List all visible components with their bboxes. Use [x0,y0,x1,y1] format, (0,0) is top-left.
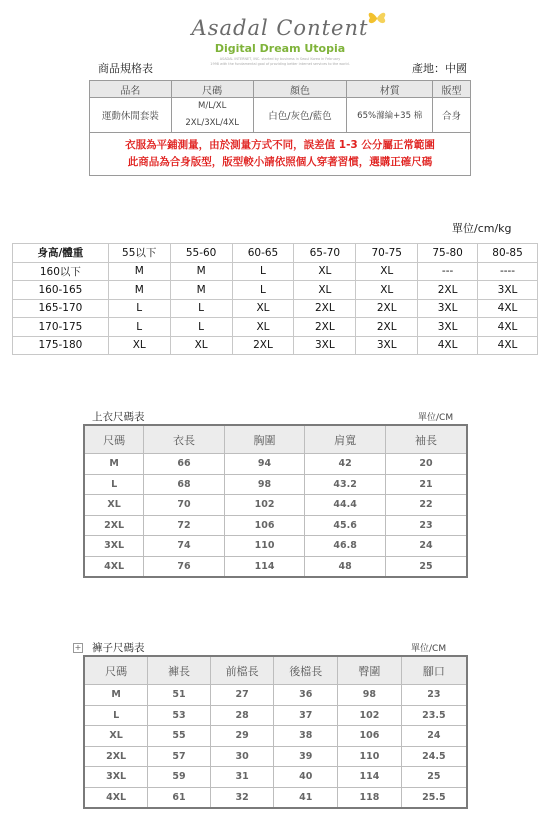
spec-header-cell: 尺碼 [171,81,253,98]
table-cell: XL [108,336,170,355]
header-cell: 55以下 [108,244,170,263]
table-cell: 61 [148,787,211,808]
table-cell: M [108,262,170,281]
table-cell: 25 [385,556,467,577]
product-name: 運動休閒套裝 [90,98,172,133]
product-sizes: M/L/XL 2XL/3XL/4XL [171,98,253,133]
table-row [13,281,538,300]
table-cell: 4XL [84,556,144,577]
table-cell: 27 [210,685,274,706]
table-cell: L [232,262,294,281]
table-cell: 20 [385,454,467,475]
header-cell: 55-60 [170,244,232,263]
table-cell: 4XL [478,336,538,355]
table-cell: 46.8 [305,536,386,557]
header-cell: 身高/體重 [13,244,109,263]
table-cell: 23.5 [401,705,467,726]
table-cell: 165-170 [13,299,109,318]
table-cell: 3XL [356,336,418,355]
table-cell: 51 [148,685,211,706]
table-cell: 2XL [294,299,356,318]
table-cell: 66 [144,454,225,475]
table-row [13,262,538,281]
table-cell: 3XL [418,299,478,318]
table-cell: XL [84,495,144,516]
table-cell: --- [418,262,478,281]
table-cell: 74 [144,536,225,557]
table-cell: 98 [338,685,402,706]
table-cell: M [84,685,148,706]
table-cell: 102 [338,705,402,726]
top-chart-title: 上衣尺碼表 [92,411,145,423]
table-cell: 28 [210,705,274,726]
header-cell: 前檔長 [210,656,274,685]
table-cell: 98 [224,474,305,495]
origin-label: 產地：中國 [412,62,467,75]
table-cell: 25.5 [401,787,467,808]
logo-title: Asadal Content [191,16,369,40]
table-cell: XL [294,262,356,281]
table-row [84,536,467,557]
table-cell: 3XL [418,318,478,337]
table-cell: 2XL [356,299,418,318]
table-row [13,336,538,355]
table-cell: ---- [478,262,538,281]
table-cell: 53 [148,705,211,726]
table-cell: M [170,262,232,281]
table-cell: 21 [385,474,467,495]
table-cell: 3XL [294,336,356,355]
table-cell: 2XL [418,281,478,300]
table-row [84,767,467,788]
table-cell: 41 [274,787,338,808]
table-cell: 114 [338,767,402,788]
table-cell: L [84,474,144,495]
header-row [84,656,467,685]
header-cell: 後檔長 [274,656,338,685]
spec-title: 商品規格表 [98,62,153,75]
table-cell: 37 [274,705,338,726]
table-cell: L [84,705,148,726]
table-cell: 23 [385,515,467,536]
table-cell: L [170,318,232,337]
size-chart-unit: 單位/cm/kg [452,222,512,235]
table-cell: 55 [148,726,211,747]
table-cell: 106 [224,515,305,536]
table-cell: 4XL [478,318,538,337]
header-cell: 70-75 [356,244,418,263]
header-cell: 80-85 [478,244,538,263]
table-cell: XL [232,318,294,337]
table-cell: M [170,281,232,300]
pants-chart-unit: 單位/CM [411,644,447,654]
table-cell: 36 [274,685,338,706]
expand-icon[interactable]: + [74,643,82,652]
table-cell: XL [294,281,356,300]
table-cell: 76 [144,556,225,577]
table-cell: 118 [338,787,402,808]
header-cell: 65-70 [294,244,356,263]
table-cell: 110 [338,746,402,767]
table-cell: 3XL [84,767,148,788]
table-cell: 24 [401,726,467,747]
spec-row [90,98,471,133]
table-cell: M [108,281,170,300]
table-row [84,515,467,536]
header-cell: 75-80 [418,244,478,263]
table-cell: XL [356,262,418,281]
table-cell: 29 [210,726,274,747]
header-cell: 尺碼 [84,425,144,454]
table-cell: L [108,299,170,318]
table-cell: 43.2 [305,474,386,495]
table-cell: 4XL [84,787,148,808]
table-cell: L [232,281,294,300]
logo-tagline: ASADAL INTERNET, INC. started by business in Seoul Korea in February 1998 with the fundamental goal of providing better internet services to the world. [210,57,350,66]
table-cell: 2XL [294,318,356,337]
table-cell: 42 [305,454,386,475]
table-cell: 2XL [84,746,148,767]
table-cell: 70 [144,495,225,516]
header-cell: 臀圍 [338,656,402,685]
table-cell: 30 [210,746,274,767]
table-cell: 38 [274,726,338,747]
pants-size-table [83,655,468,809]
table-cell: 24 [385,536,467,557]
spec-table [89,80,471,176]
table-cell: L [108,318,170,337]
header-cell: 衣長 [144,425,225,454]
table-cell: 114 [224,556,305,577]
table-row [84,726,467,747]
header-cell: 胸圍 [224,425,305,454]
table-cell: 32 [210,787,274,808]
table-row [84,787,467,808]
table-cell: 102 [224,495,305,516]
spec-header-cell: 顏色 [253,81,347,98]
header-cell: 袖長 [385,425,467,454]
header-cell: 褲長 [148,656,211,685]
butterfly-icon [366,10,388,26]
table-row [84,685,467,706]
top-chart-unit: 單位/CM [418,413,454,423]
table-cell: 3XL [478,281,538,300]
spec-header-cell: 版型 [433,81,471,98]
table-cell: 22 [385,495,467,516]
spec-header-cell: 品名 [90,81,172,98]
spec-header-row [90,81,471,98]
table-row [84,474,467,495]
header-cell: 腳口 [401,656,467,685]
table-cell: 170-175 [13,318,109,337]
table-cell: XL [356,281,418,300]
table-cell: 25 [401,767,467,788]
table-cell: 24.5 [401,746,467,767]
table-cell: 44.4 [305,495,386,516]
spec-note-row [90,133,471,176]
table-cell: XL [84,726,148,747]
table-row [13,299,538,318]
table-cell: 4XL [478,299,538,318]
table-cell: 40 [274,767,338,788]
logo-subtitle: Digital Dream Utopia [214,42,346,55]
table-cell: 59 [148,767,211,788]
table-cell: XL [170,336,232,355]
product-colors: 白色/灰色/藍色 [253,98,347,133]
table-cell: 160-165 [13,281,109,300]
table-cell: 2XL [84,515,144,536]
size-recommendation-table [12,243,538,355]
header-cell: 60-65 [232,244,294,263]
table-cell: 57 [148,746,211,767]
header-cell: 尺碼 [84,656,148,685]
table-row [13,318,538,337]
table-cell: 23 [401,685,467,706]
table-cell: XL [232,299,294,318]
table-cell: 31 [210,767,274,788]
measurement-note: 衣服為平鋪測量，由於測量方式不同，誤差值 1-3 公分屬正常範圍 此商品為合身版型，版型較小請依照個人穿著習慣，選購正確尺碼 [90,133,471,176]
table-cell: 45.6 [305,515,386,536]
header-row [13,244,538,263]
table-cell: 106 [338,726,402,747]
table-row [84,495,467,516]
table-cell: 94 [224,454,305,475]
table-row [84,556,467,577]
product-fit: 合身 [433,98,471,133]
table-cell: 4XL [418,336,478,355]
table-cell: 2XL [232,336,294,355]
table-cell: 72 [144,515,225,536]
spec-header-cell: 材質 [347,81,433,98]
table-cell: 2XL [356,318,418,337]
header-cell: 肩寬 [305,425,386,454]
table-cell: L [170,299,232,318]
table-cell: 175-180 [13,336,109,355]
table-row [84,454,467,475]
table-row [84,746,467,767]
table-cell: 110 [224,536,305,557]
table-cell: 39 [274,746,338,767]
product-material: 65%滌綸+35 棉 [347,98,433,133]
top-size-table [83,424,468,578]
table-cell: M [84,454,144,475]
header-row [84,425,467,454]
table-row [84,705,467,726]
table-cell: 3XL [84,536,144,557]
table-cell: 68 [144,474,225,495]
table-cell: 160以下 [13,262,109,281]
table-cell: 48 [305,556,386,577]
pants-chart-title: 褲子尺碼表 [92,642,145,654]
